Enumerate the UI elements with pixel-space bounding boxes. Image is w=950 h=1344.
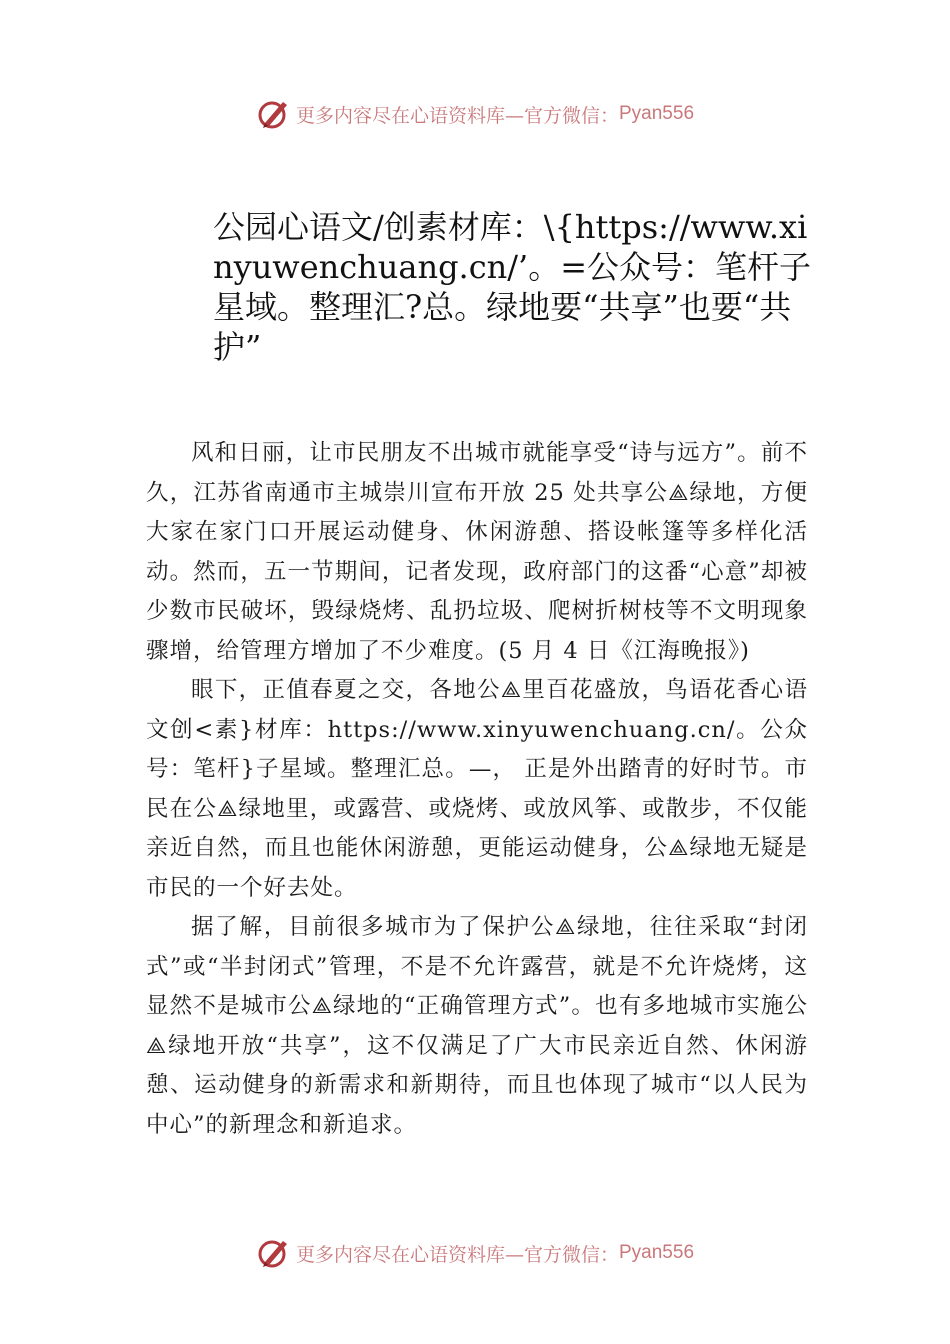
pen-circle-icon — [256, 96, 292, 132]
document-title: 公园心语文/创素材库：\{https://www.xinyuwenchuang.cn/’。=公众号：笔杆子星域。整理汇?总。绿地要“共享”也要“共护” — [213, 208, 812, 366]
header-banner — [0, 94, 950, 134]
wechat-id: Pyan556 — [619, 103, 695, 124]
banner-text: 更多内容尽在心语资料库—官方微信： — [295, 104, 619, 127]
paragraph: 据了解，目前很多城市为了保护公⟁绿地，往往采取“封闭式”或“半封闭式”管理，不是不允许露营，就是不允许烧烤，这显然不是城市公⟁绿地的“正确管理方式”。也有多地城市实施公⟁绿地开放“共享”，这不仅满足了广大市民亲近自然、休闲游憩、运动健身的新需求和新期待，而且也体现了城市“以人民为中心”的新理念和新追求。 — [146, 914, 808, 1138]
document-body — [146, 434, 808, 1145]
paragraph: 风和日丽，让市民朋友不出城市就能享受“诗与远方”。前不久，江苏省南通市主城崇川宣布开放 25 处共享公⟁绿地，方便大家在家门口开展运动健身、休闲游憩、搭设帐篷等多样化活动。然而，五一节期间，记者发现，政府部门的这番“心意”却被少数市民破坏，毁绿烧烤、乱扔垃圾、爬树折树枝等不文明现象骤增，给管理方增加了不少难度。(5 月 4 日《江海晚报》) — [146, 440, 808, 664]
footer-banner — [0, 1233, 950, 1273]
pen-circle-icon — [256, 1235, 292, 1271]
wechat-id: Pyan556 — [619, 1242, 695, 1263]
paragraph: 眼下，正值春夏之交，各地公⟁里百花盛放，鸟语花香心语文创<素}材库：https://www.xinyuwenchuang.cn/。公众号：笔杆}子星域。整理汇总。—， 正是外出踏青的好时节。市民在公⟁绿地里，或露营、或烧烤、或放风筝、或散步，不仅能亲近自然，而且也能休闲游憩，更能运动健身，公⟁绿地无疑是市民的一个好去处。 — [146, 677, 808, 901]
banner-text: 更多内容尽在心语资料库—官方微信： — [295, 1243, 619, 1266]
